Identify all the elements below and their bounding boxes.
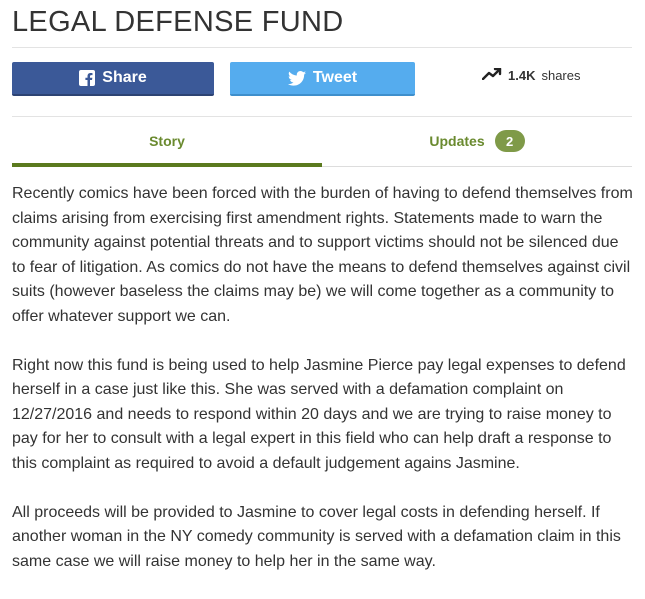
updates-count-badge: 2 <box>495 130 525 152</box>
page-title: LEGAL DEFENSE FUND <box>12 6 344 38</box>
share-count-suffix: shares <box>541 68 581 83</box>
share-count <box>482 68 581 83</box>
facebook-f-icon <box>79 70 95 86</box>
tab-updates-label: Updates <box>429 133 485 149</box>
facebook-share-button[interactable] <box>12 62 214 96</box>
twitter-tweet-button[interactable] <box>230 62 415 96</box>
share-count-value: 1.4K <box>508 68 536 83</box>
trending-up-icon <box>482 68 502 83</box>
tab-updates[interactable] <box>322 117 632 165</box>
active-tab-indicator <box>12 163 322 167</box>
twitter-bird-icon <box>288 71 306 86</box>
twitter-tweet-label: Tweet <box>312 69 358 86</box>
tab-bar <box>12 117 632 167</box>
title-divider <box>12 47 632 48</box>
share-bar <box>12 62 632 98</box>
story-body <box>12 182 634 599</box>
tab-story[interactable] <box>12 117 322 165</box>
story-paragraph: Recently comics have been forced with the burden of having to defend themselves from claims arising from exercising first amendment rights. Statements made to warn the community against potential threats and to support victims should not be silenced due to fear of litigation. As comics do not have the means to defend themselves against civil suits (however baseless the claims may be) we will come together as a community to offer whatever support we can. <box>12 185 633 325</box>
story-paragraph: Right now this fund is being used to help Jasmine Pierce pay legal expenses to defend herself in a case just like this. She was served with a defamation complaint on 12/27/2016 and needs to respond within 20 days and we are trying to raise money to pay for her to consult with a legal expert in this field who can help draft a response to this complaint as required to avoid a default judgement agains Jasmine. <box>12 356 626 472</box>
facebook-share-label: Share <box>102 69 147 86</box>
tab-story-label: Story <box>149 133 185 149</box>
story-paragraph: All proceeds will be provided to Jasmine to cover legal costs in defending herself. If another woman in the NY comedy community is served with a defamation claim in this same case we will raise money to help her in the same way. <box>12 503 621 570</box>
